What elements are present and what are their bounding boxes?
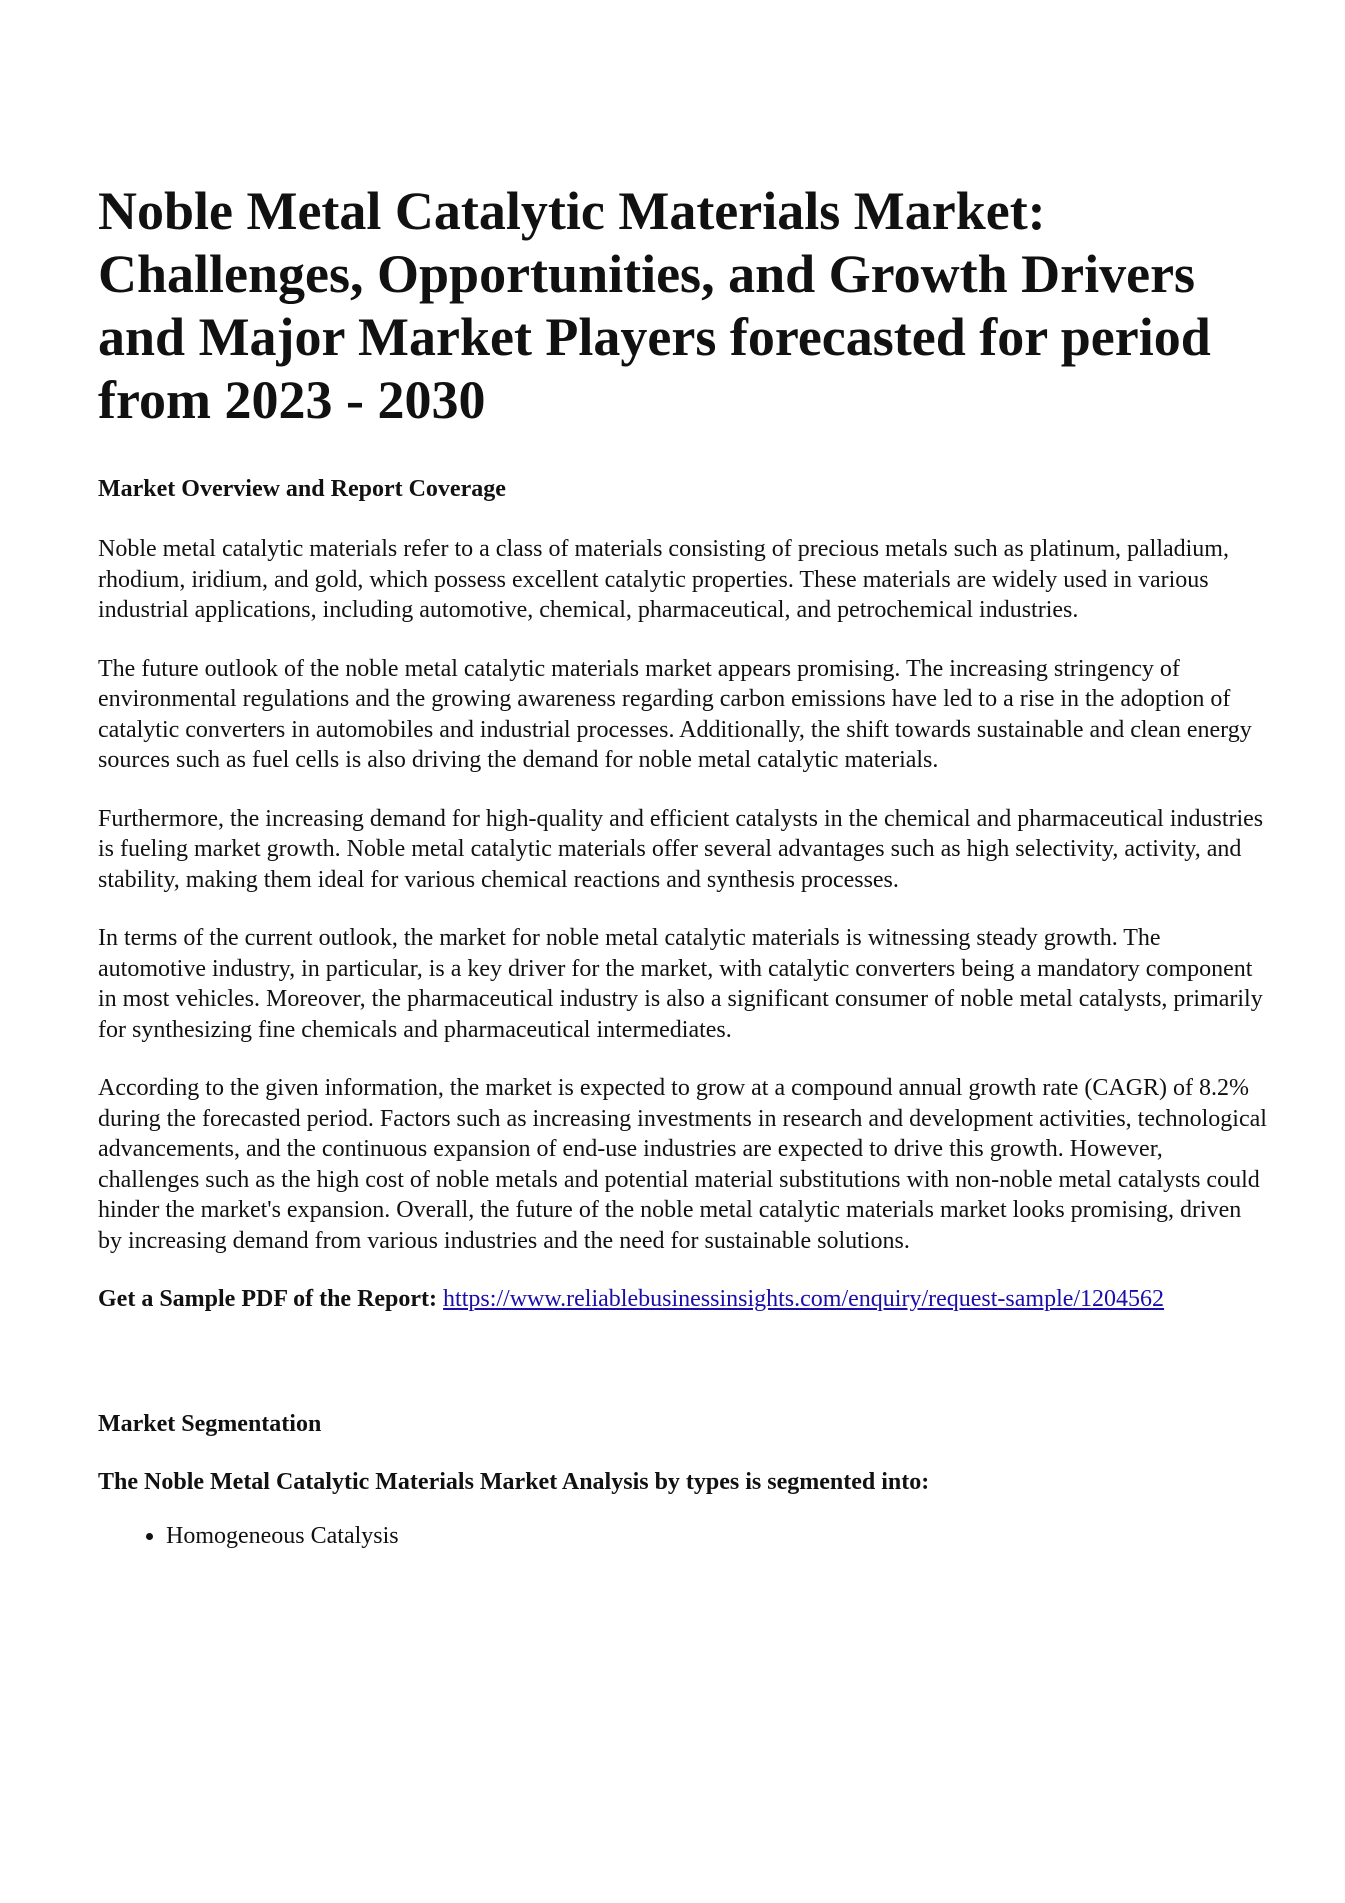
segmentation-heading: Market Segmentation — [98, 1410, 322, 1437]
paragraph-future-outlook: The future outlook of the noble metal catalytic materials market appears promising. The increasing stringency of environmental regulations and the growing awareness regarding carbon emissions have led to a rise in the adoption of catalytic converters in automobiles and industrial processes. Additionally, the shift towards sustainable and clean energy sources such as fuel cells is also driving the demand for noble metal catalytic materials. — [98, 655, 1252, 773]
sample-pdf-line — [98, 1284, 1268, 1315]
types-heading: The Noble Metal Catalytic Materials Market Analysis by types is segmented into: — [98, 1468, 930, 1495]
paragraph-demand: Furthermore, the increasing demand for high-quality and efficient catalysts in the chemical and pharmaceutical industries is fueling market growth. Noble metal catalytic materials offer several advantages such as high selectivity, activity, and stability, making them ideal for various chemical reactions and synthesis processes. — [98, 805, 1264, 893]
list-item: • Homogeneous Catalysis — [166, 1521, 1268, 1551]
document-page — [98, 180, 1268, 1551]
paragraph-cagr: According to the given information, the market is expected to grow at a compound annual growth rate (CAGR) of 8.2% during the forecasted period. Factors such as increasing investments in research and development activities, technological advancements, and the continuous expansion of end-use industries are expected to drive this growth. However, challenges such as the high cost of noble metals and potential material substitutions with non-noble metal catalysts could hinder the market's expansion. Overall, the future of the noble metal catalytic materials market looks promising, driven by increasing demand from various industries and the need for sustainable solutions. — [98, 1075, 1267, 1254]
paragraph-current-outlook: In terms of the current outlook, the market for noble metal catalytic materials is witnessing steady growth. The automotive industry, in particular, is a key driver for the market, with catalytic converters being a mandatory component in most vehicles. Moreover, the pharmaceutical industry is also a significant consumer of noble metal catalysts, primarily for synthesizing fine chemicals and pharmaceutical intermediates. — [98, 925, 1263, 1043]
overview-heading: Market Overview and Report Coverage — [98, 476, 506, 502]
sample-pdf-label: Get a Sample PDF of the Report: — [98, 1286, 438, 1312]
types-list — [98, 1521, 1268, 1551]
paragraph-definition: Noble metal catalytic materials refer to a class of materials consisting of precious metals such as platinum, palladium, rhodium, iridium, and gold, which possess excellent catalytic properties. These materials are widely used in various industrial applications, including automotive, chemical, pharmaceutical, and petrochemical industries. — [98, 536, 1229, 623]
sample-pdf-link[interactable]: https://www.reliablebusinessinsights.com/enquiry/request-sample/1204562 — [443, 1286, 1165, 1312]
page-title: Noble Metal Catalytic Materials Market: Challenges, Opportunities, and Growth Drivers and Major Market Players forecasted for period from 2023 - 2030 — [98, 181, 1211, 430]
